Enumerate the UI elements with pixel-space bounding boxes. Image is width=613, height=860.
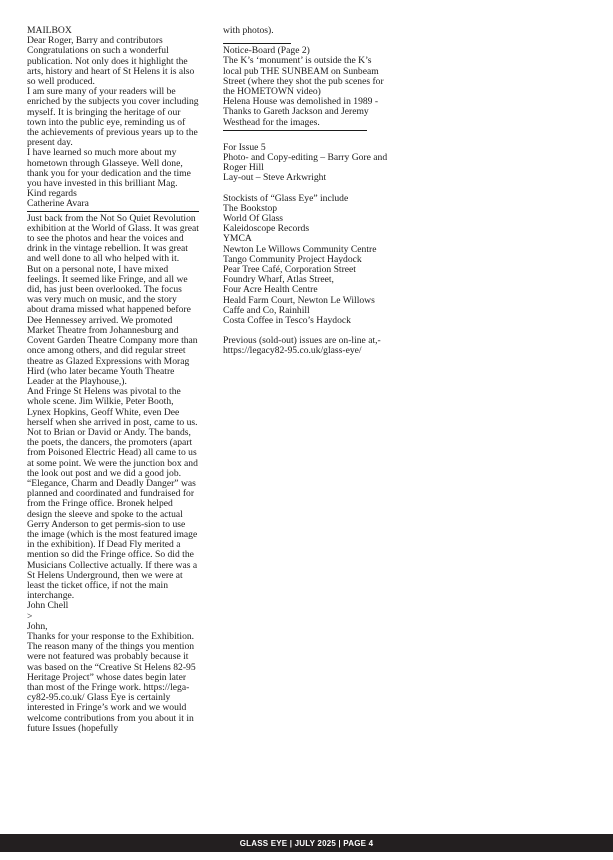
stockist-item: Newton Le Willows Community Centre (223, 243, 377, 255)
credits-heading: For Issue 5 (223, 141, 266, 153)
stockist-item: Heald Farm Court, Newton Le Willows (223, 294, 375, 306)
quote-marker: > (27, 610, 33, 622)
page-footer (0, 834, 613, 852)
divider (223, 130, 367, 131)
right-column (223, 26, 391, 357)
mailbox-body: Congratulations on such a wonderful publication. Not only does it highlight the arts, history and heart of St Helens it is also so well produced. I am sure many of your readers will be enriched by the subjects you cover including myself. It is bringing the heritage of our town into the public eye, reminding us of the achievements of previous years up to the present day. I have learned so much more about my hometown through Glasseye. Well done, thank you for your dedication and the time you have invested in this brilliant Mag. (27, 45, 199, 190)
noticeboard-body: The K’s ‘monument’ is outside the K’s local pub THE SUNBEAM on Sunbeam Street (where they shot the pub scenes for the HOMETOWN video) Helena House was demolished in 1989 - Thanks to Gareth Jackson and Jeremy Westhead for the images. (223, 55, 384, 128)
reply-ending: with photos). (223, 25, 274, 36)
mailbox-greeting: Dear Roger, Barry and contributors (27, 35, 163, 47)
previous-issues-text: Previous (sold-out) issues are on-line at,- (223, 335, 381, 347)
previous-issues-url: https://legacy82-95.co.uk/glass-eye/ (223, 345, 362, 357)
stockist-item: Kaleidoscope Records (223, 223, 310, 235)
credits-layout: Lay-out – Steve Arkwright (223, 172, 327, 184)
left-column (27, 26, 199, 734)
divider (27, 211, 199, 212)
reply-salutation: John, (27, 620, 48, 632)
stockist-item: The Bookstop (223, 202, 278, 214)
stockist-item: World Of Glass (223, 213, 283, 225)
letter-signature: John Chell (27, 600, 69, 612)
credits-editing: Photo- and Copy-editing – Barry Gore and Roger Hill (223, 152, 388, 174)
letter-body: Just back from the Not So Quiet Revolution exhibition at the World of Glass. It was great to see the photos and hear the voices and drink in the vintage rebellion. It was great and well done to all who helped with it. But on a personal note, I have mixed feelings. It seemed like Fringe, and all we did, has just been overlooked. The focus was very much on music, and the story about drama missed what happened before Dee Hennessey arrived. We promoted Market Theatre from Johannesburg and Covent Garden Theatre Company more than once among others, and did regular street theatre as Glazed Expressions with Morag Hird (who later became Youth Theatre Leader at the Playhouse,). And Fringe St Helens was pivotal to the whole scene. Jim Wilkie, Peter Booth, Lynex Hopkins, Geoff White, even Dee herself when she arrived in post, came to us. Not to Brian or David or Andy. The bands, the poets, the dancers, the promoters (apart from Poisoned Electric Head) all came to us at some point. We were the junction box and the look out post and we did a good job. “Elegance, Charm and Deadly Danger” was planned and coordinated and fundraised for from the Fringe office. Bronek helped design the sleeve and spoke to the actual Gerry Anderson to get permis-sion to use the image (which is the most featured image in the exhibition). If Dead Fly merited a mention so did the Fringe office. So did the Musicians Collective actually. If there was a St Helens Underground, then we were at least the ticket office, if not the main interchange. (27, 212, 199, 602)
divider-short (223, 43, 291, 44)
stockist-item: YMCA (223, 233, 252, 245)
noticeboard-heading: Notice-Board (Page 2) (223, 45, 310, 57)
mailbox-heading: MAILBOX (27, 25, 72, 36)
stockists-heading: Stockists of “Glass Eye” include (223, 192, 349, 204)
stockist-item: Tango Community Project Haydock (223, 253, 362, 265)
stockist-item: Caffe and Co, Rainhill (223, 304, 310, 316)
reply-body: Thanks for your response to the Exhibition. The reason many of the things you mention were not featured was probably because it was based on the “Creative St Helens 82-95 Heritage Project” whose dates begin later than most of the Fringe work. https://lega-cy82-95.co.uk/ Glass Eye is certainly interested in Fringe’s work and we would welcome contributions from you about it in future Issues (hopefully (27, 630, 196, 734)
mailbox-signoff: Kind regards (27, 188, 77, 200)
mailbox-signature: Catherine Avara (27, 198, 89, 210)
spacer (223, 36, 391, 42)
stockist-item: Pear Tree Café, Corporation Street (223, 264, 356, 276)
stockist-item: Foundry Wharf, Atlas Street, (223, 274, 334, 286)
stockist-item: Four Acre Health Centre (223, 284, 318, 296)
footer-text: GLASS EYE | JULY 2025 | PAGE 4 (239, 838, 374, 848)
stockist-item: Costa Coffee in Tesco’s Haydock (223, 315, 351, 327)
